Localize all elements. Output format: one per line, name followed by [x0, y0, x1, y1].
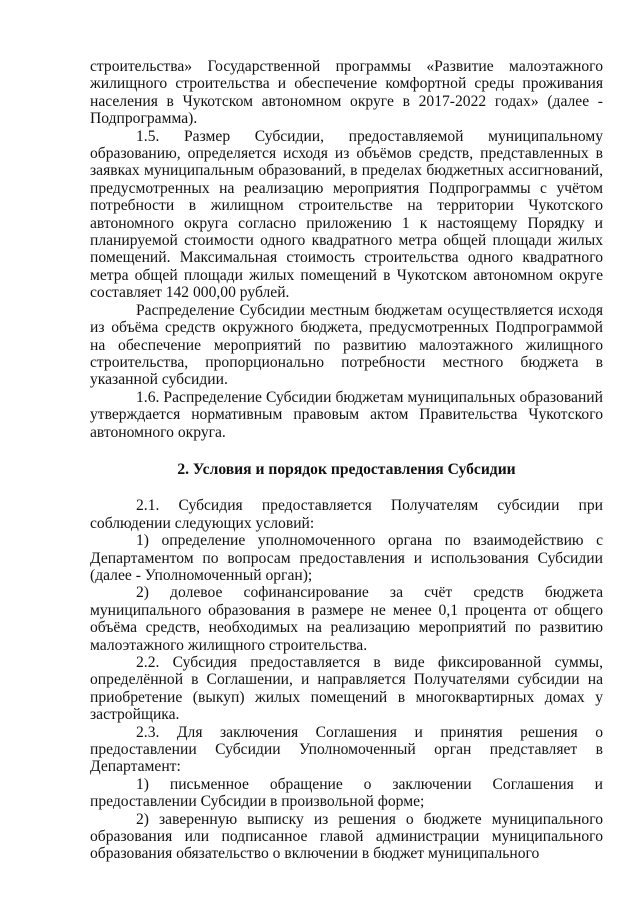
document-page: [90, 58, 603, 863]
paragraph-1-6-distribution-approval: 1.6. Распределение Субсидии бюджетам муниципальных образований утверждается нормативным правовым актом Правительства Чукотского автономного округа.: [90, 388, 603, 441]
paragraph-document-1: 1) письменное обращение о заключении Соглашения и предоставлении Субсидии в произвольной форме;: [90, 775, 603, 811]
paragraph-condition-2: 2) долевое софинансирование за счёт средств бюджета муниципального образования в размере не менее 0,1 процента от общего объёма средств, необходимых на реализацию мероприятий по развитию малоэтажного жилищного строительства.: [90, 584, 603, 654]
paragraph-condition-1: 1) определение уполномоченного органа по взаимодействию с Департаментом по вопросам предоставления и использования Субсидии (далее - Уполномоченный орган);: [90, 532, 603, 584]
paragraph-document-2: 2) заверенную выписку из решения о бюджете муниципального образования или подписанное главой администрации муниципального образования обязательство о включении в бюджет муниципального: [90, 810, 603, 863]
paragraph-subsidy-distribution: Распределение Субсидии местным бюджетам осуществляется исходя из объёма средств окружного бюджета, предусмотренных Подпрограммой на обеспечение мероприятий по развитию малоэтажного жилищного строительства, пропорционально потребности местного бюджета в указанной субсидии.: [90, 301, 603, 389]
paragraph-subprogram-intro: строительства» Государственной программы «Развитие малоэтажного жилищного строительства и обеспечение комфортной среды проживания населения в Чукотском автономном округе в 2017-2022 годах» (далее - Подпрограмма).: [90, 58, 603, 128]
paragraph-2-3-documents: 2.3. Для заключения Соглашения и принятия решения о предоставлении Субсидии Уполномоченный орган представляет в Департамент:: [90, 723, 603, 776]
paragraph-1-5-subsidy-size: 1.5. Размер Субсидии, предоставляемой муниципальному образованию, определяется исходя из объёмов средств, представленных в заявках муниципальным образований, в пределах бюджетных ассигнований, предусмотренных на реализацию мероприятия Подпрограммы с учётом потребности в жилищном строительстве на территории Чукотского автономного округа согласно приложению 1 к настоящему Порядку и планируемой стоимости одного квадратного метра общей площади жилых помещений. Максимальная стоимость строительства одного квадратного метра общей площади жилых помещений в Чукотском автономном округе составляет 142 000,00 рублей.: [90, 127, 603, 302]
paragraph-2-1-conditions: 2.1. Субсидия предоставляется Получателям субсидии при соблюдении следующих условий:: [90, 497, 603, 532]
section-heading: 2. Условия и порядок предоставления Субсидии: [177, 460, 516, 478]
paragraph-2-2-fixed-sum: 2.2. Субсидия предоставляется в виде фиксированной суммы, определённой в Соглашении, и направляется Получателями субсидии на приобретение (выкуп) жилых помещений в многоквартирных домах у застройщика.: [90, 654, 603, 724]
